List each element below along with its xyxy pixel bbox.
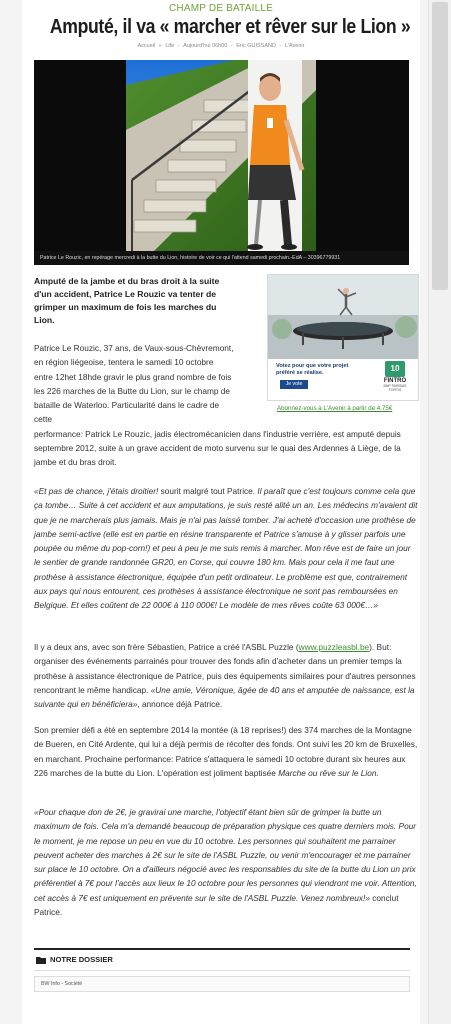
folder-icon xyxy=(36,956,46,964)
hero-photo-illustration xyxy=(34,60,409,251)
article-lead: Amputé de la jambe et du bras droit à la suite d'un accident, Patrice Le Rouzic va tenter de grimper un maximum de fois les marches du Lion. xyxy=(34,276,220,325)
article-source: L'Avenir xyxy=(284,43,305,49)
hero-caption: Patrice Le Rouzic, en repérage mercredi à la butte du Lion, histoire de voir ce qui l'attend samedi prochain.-EdA – 30396779931 xyxy=(34,251,409,265)
breadcrumb-separator: » xyxy=(158,43,162,49)
ad-promo-text: Votez pour que votre projet préféré se réalise. xyxy=(276,363,349,376)
article-sheet xyxy=(22,0,420,1024)
article-paragraph xyxy=(34,723,419,780)
paragraph-text: conclut Patrice. xyxy=(34,892,399,918)
article-author[interactable]: Eric GUISSAND xyxy=(236,43,276,49)
paragraph-text: Patrice Le Rouzic, 37 ans, de Vaux-sous-Chèvremont, en région liégeoise, tentera le samedi 10 octobre entre 12het 18hde gravir le plus grand nombre de fois les 226 marches de la Butte du Lion, sur le champ de bataille de Waterloo. Particularité dans le cadre de cette xyxy=(34,343,234,425)
paragraph-text: ). But: organiser des événements parrainés pour trouver des fonds afin d'acheter dans un premier temps la prothèse à assistance électronique de Patrice, puis des équipements similaires pour d'autres personnes rencontrant le même handicap. xyxy=(34,642,416,695)
quote-text: «Et pas de chance, j'étais droitier! xyxy=(34,486,159,496)
paragraph-text: , annonce déjà Patrice. xyxy=(137,699,223,710)
quote-text: «Pour chaque don de 2€, je gravirai une marche, l'objectif étant bien sûr de grimper la butte un maximum de fois. Cela m'a demandé beaucoup de préparation physique ces quatre derniers mois. Pour le moment, je me repose un peu en vue du 10 octobre. Les personnes qui souhaitent me parrainer peuvent acheter des marches à 2€ sur le site de l'ASBL Puzzle, ou venir m'encourager et me parrainer sur place le 10 octobre. On a d'ailleurs négocié avec les responsables du site de la butte du Lion un prix préférentiel à 7€ pour l'accès aux lieux le 10 octobre pour les personnes qui viendront me voir. Attention, cet accès à 7€ est uniquement en prévente sur le site de l'ASBL Puzzle. Venez nombreux!» xyxy=(34,807,417,903)
breadcrumb-accueil-link[interactable]: Accueil xyxy=(137,43,156,49)
quote-text: Il paraît que c'est toujours comme cela que ça tombe… Suite à cet accident et aux amputations, je suis resté alité un an. Les médecins m'avaient dit que je ne marcherais plus jamais. Mais je n'ai pas laissé tomber. J'ai acheté d'occasion une prothèse de jambe semi-active (elle est en partie en résine transparente et Patrice s'amuse à y glisser parfois une poupée ou même du pop-corn!) et peu à peu je me suis remis à marcher. Mon rêve est de faire un jour le sentier de grande randonnée GR20, en Corse, qui couvre 180 km. Mais pour cela il me faut une prothèse à assistance électronique, équipée d'un petit ordinateur. Le problème est que, contrairement aux pays qui nous entourent, ces prothèses à assistance électronique ne sont pas remboursées en Belgique. Et elles coûtent de 22 000€ à 110 000€! Le modèle de mes rêves coûte 63 000€…» xyxy=(34,486,418,611)
meta-dash: - xyxy=(230,43,233,49)
article-title: Amputé, il va « marcher et rêver sur le Lion » xyxy=(49,15,411,38)
paragraph-text: sourit malgré tout Patrice. xyxy=(158,486,258,496)
ad-logo-badge: 10 xyxy=(385,361,405,377)
article-date: Aujourd'hui 06h00 xyxy=(183,43,228,49)
ad-vote-button[interactable]: Je vote xyxy=(280,380,308,389)
paragraph-text: performance: Patrick Le Rouzic, jadis électromécanicien dans l'industrie verrière, est amputé depuis septembre 2012, suite à un grave accident de moto survenu sur le quai des Ardennes à Liège, de la jambe et du bras droit. xyxy=(34,428,401,468)
article-kicker[interactable]: CHAMP DE BATAILLE xyxy=(169,3,273,14)
article-paragraph xyxy=(34,640,419,711)
meta-dash: - xyxy=(177,43,180,49)
subscribe-link[interactable]: Abonnez-vous à L'Avenir à partir de 4.75€ xyxy=(277,405,393,412)
notre-dossier-section xyxy=(34,948,410,992)
ad-logo-sub: BNP PARIBAS FORTIS xyxy=(383,384,407,392)
ad-logo-brand: FINTRO xyxy=(383,378,407,384)
breadcrumb-life-link[interactable]: Life xyxy=(165,43,175,49)
scrollbar-thumb[interactable] xyxy=(432,2,448,290)
dossier-heading xyxy=(34,950,410,971)
article-paragraph xyxy=(34,341,419,470)
article-quote-paragraph xyxy=(34,805,419,919)
page-scrollbar[interactable] xyxy=(428,0,451,1024)
article-quote-paragraph xyxy=(34,484,419,613)
puzzle-asbl-link[interactable]: www.puzzleasbl.be xyxy=(298,642,370,652)
event-name: Marche ou rêve sur le Lion. xyxy=(278,767,379,778)
quote-text: «Une amie, Véronique, âgée de 40 ans et amputée de naissance, est la suivante qui en bénéficiera» xyxy=(34,684,415,710)
paragraph-text: Son premier défi a été en septembre 2014 la montée (à 18 reprises!) des 374 marches de la Montagne de Bueren, en Cité Ardente, qui lui a déjà permis de récolter des fonds. Ont suivi les 20 km de Bruxelles, en marchant. Prochaine performance: Patrice s'attaquera le samedi 10 octobre durant six heures aux 226 marches de la butte du Lion. L'opération est joliment baptisée xyxy=(34,725,418,778)
dossier-heading-label: NOTRE DOSSIER xyxy=(50,955,113,964)
hero-photo[interactable] xyxy=(34,60,409,265)
dossier-item-link[interactable]: BW Info - Société xyxy=(34,976,410,992)
paragraph-text: Il y a deux ans, avec son frère Sébastien, Patrice a créé l'ASBL Puzzle ( xyxy=(34,642,299,652)
meta-dash: - xyxy=(279,43,282,49)
article-meta xyxy=(22,43,420,49)
